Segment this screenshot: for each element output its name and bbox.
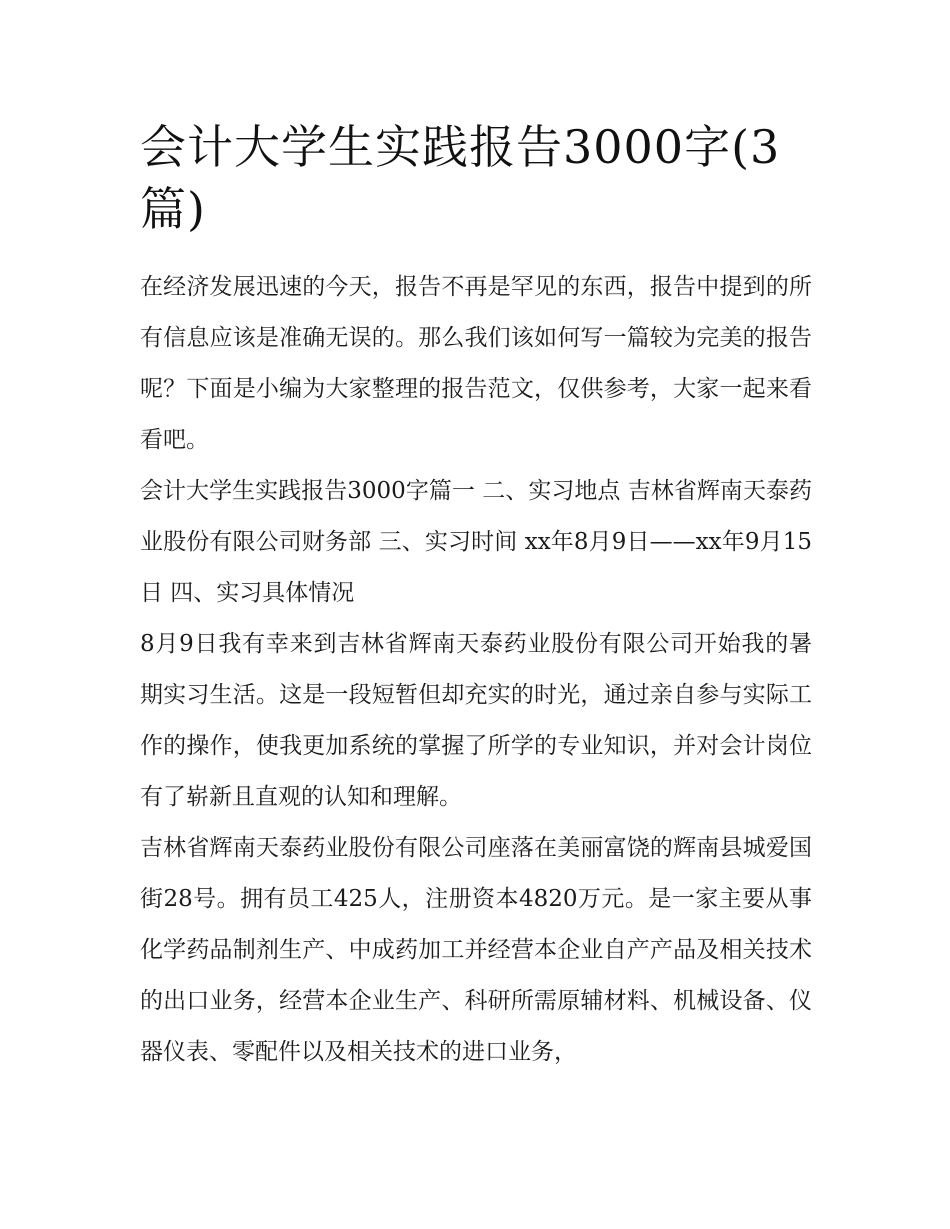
paragraph-report-header: 会计大学生实践报告3000字篇一 二、实习地点 吉林省辉南天泰药业股份有限公司财务部 三、实习时间 xx年8月9日——xx年9月15日 四、实习具体情况 bbox=[140, 478, 812, 606]
paragraph-company-intro: 吉林省辉南天泰药业股份有限公司座落在美丽富饶的辉南县城爱国街28号。拥有员工425人，注册资本4820万元。是一家主要从事化学药品制剂生产、中成药加工并经营本企业自产产品及相关技术的出口业务，经营本企业生产、科研所需原辅材料、机械设备、仪器仪表、零配件以及相关技术的进口业务， bbox=[140, 835, 812, 1065]
paragraph-intro: 在经济发展迅速的今天，报告不再是罕见的东西，报告中提到的所有信息应该是准确无误的。那么我们该如何写一篇较为完美的报告呢？下面是小编为大家整理的报告范文，仅供参考，大家一起来看看吧。 bbox=[140, 274, 812, 453]
paragraph-internship-start: 8月9日我有幸来到吉林省辉南天泰药业股份有限公司开始我的暑期实习生活。这是一段短暂但却充实的时光，通过亲自参与实际工作的操作，使我更加系统的掌握了所学的专业知识，并对会计岗位有了崭新且直观的认知和理解。 bbox=[140, 631, 812, 810]
document-body bbox=[140, 116, 812, 1078]
document-title: 会计大学生实践报告3000字(3篇) bbox=[140, 120, 781, 236]
